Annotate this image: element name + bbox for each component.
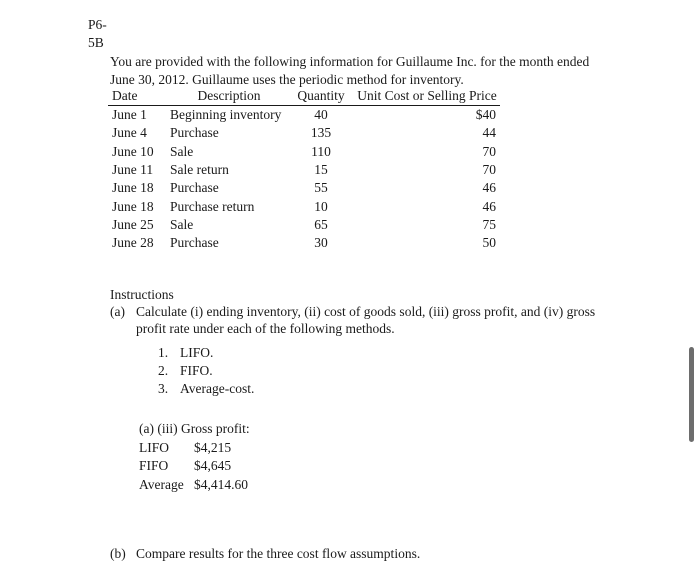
cell-unit-cost: 50 xyxy=(482,235,496,251)
cell-date: June 11 xyxy=(112,162,154,178)
cell-description: Sale return xyxy=(170,162,229,178)
cell-date: June 1 xyxy=(112,107,147,123)
table-row xyxy=(108,106,500,125)
list-item xyxy=(158,362,254,380)
cell-unit-cost: 70 xyxy=(482,162,496,178)
cell-unit-cost: 70 xyxy=(482,143,496,159)
answer-value: $4,215 xyxy=(194,439,232,455)
cell-unit-cost: 46 xyxy=(482,198,496,214)
vertical-scrollbar[interactable] xyxy=(689,347,694,442)
gross-profit-answers xyxy=(139,420,250,494)
instruction-a-line-1: Calculate (i) ending inventory, (ii) cost of goods sold, (iii) gross profit, and (iv) gross xyxy=(136,304,596,319)
method-number: 1. xyxy=(158,345,169,360)
cell-quantity: 30 xyxy=(314,235,328,251)
cell-date: June 25 xyxy=(112,216,154,232)
list-item xyxy=(158,344,254,362)
problem-number-line2: 5B xyxy=(88,35,104,50)
table-row xyxy=(108,161,500,179)
cell-description: Purchase return xyxy=(170,198,255,214)
instruction-b xyxy=(110,545,420,563)
cell-quantity: 135 xyxy=(310,125,332,141)
instruction-b-letter: (b) xyxy=(110,546,126,561)
table-row xyxy=(108,216,500,234)
cell-unit-cost: 75 xyxy=(482,216,496,232)
answer-label: Average xyxy=(139,476,184,492)
answer-label: LIFO xyxy=(139,439,169,455)
problem-number-line1: P6- xyxy=(88,17,107,32)
header-description: Description xyxy=(170,87,288,106)
intro-line-2: June 30, 2012. Guillaume uses the periodic method for inventory. xyxy=(110,72,464,87)
problem-number xyxy=(88,16,107,52)
method-name: FIFO. xyxy=(180,363,213,378)
instruction-a-line-2: profit rate under each of the following methods. xyxy=(136,321,395,336)
answer-row xyxy=(139,457,250,476)
cell-description: Sale xyxy=(170,216,194,232)
cell-quantity: 40 xyxy=(314,107,328,123)
cell-quantity: 10 xyxy=(314,198,328,214)
method-number: 2. xyxy=(158,363,169,378)
cell-unit-cost: 44 xyxy=(482,125,496,141)
intro-paragraph xyxy=(110,53,589,89)
table-row xyxy=(108,124,500,142)
cell-description: Beginning inventory xyxy=(170,107,282,123)
method-number: 3. xyxy=(158,381,169,396)
method-name: LIFO. xyxy=(180,345,214,360)
table-row xyxy=(108,234,500,252)
cell-date: June 4 xyxy=(112,125,147,141)
table-row xyxy=(108,143,500,161)
header-unit-cost: Unit Cost or Selling Price xyxy=(354,87,500,106)
header-quantity: Quantity xyxy=(288,87,354,106)
methods-list xyxy=(158,344,254,398)
cell-unit-cost: $40 xyxy=(475,107,496,123)
table-row xyxy=(108,197,500,215)
answers-title: (a) (iii) Gross profit: xyxy=(139,421,250,436)
table-header-row xyxy=(108,87,500,106)
answer-row xyxy=(139,439,250,458)
cell-date: June 18 xyxy=(112,198,154,214)
method-name: Average-cost. xyxy=(180,381,255,396)
cell-description: Purchase xyxy=(170,235,219,251)
cell-description: Purchase xyxy=(170,125,219,141)
cell-quantity: 110 xyxy=(311,143,331,159)
cell-date: June 28 xyxy=(112,235,154,251)
cell-date: June 18 xyxy=(112,180,154,196)
instruction-a-letter: (a) xyxy=(110,304,125,319)
answer-label: FIFO xyxy=(139,458,169,473)
answer-row xyxy=(139,476,250,495)
answer-value: $4,414.60 xyxy=(194,476,248,492)
cell-quantity: 55 xyxy=(314,180,328,196)
answer-value: $4,645 xyxy=(194,458,232,473)
cell-description: Purchase xyxy=(170,180,219,196)
instructions-heading: Instructions xyxy=(110,287,174,302)
list-item xyxy=(158,380,254,398)
cell-quantity: 15 xyxy=(314,162,328,178)
instruction-b-text: Compare results for the three cost flow assumptions. xyxy=(136,546,421,561)
cell-quantity: 65 xyxy=(314,216,328,232)
table-row xyxy=(108,179,500,197)
cell-date: June 10 xyxy=(112,143,154,159)
inventory-table xyxy=(108,87,500,252)
instruction-a xyxy=(110,303,595,337)
cell-unit-cost: 46 xyxy=(482,180,496,196)
header-date: Date xyxy=(108,87,170,106)
cell-description: Sale xyxy=(170,143,194,159)
intro-line-1: You are provided with the following information for Guillaume Inc. for the month ended xyxy=(110,54,590,69)
